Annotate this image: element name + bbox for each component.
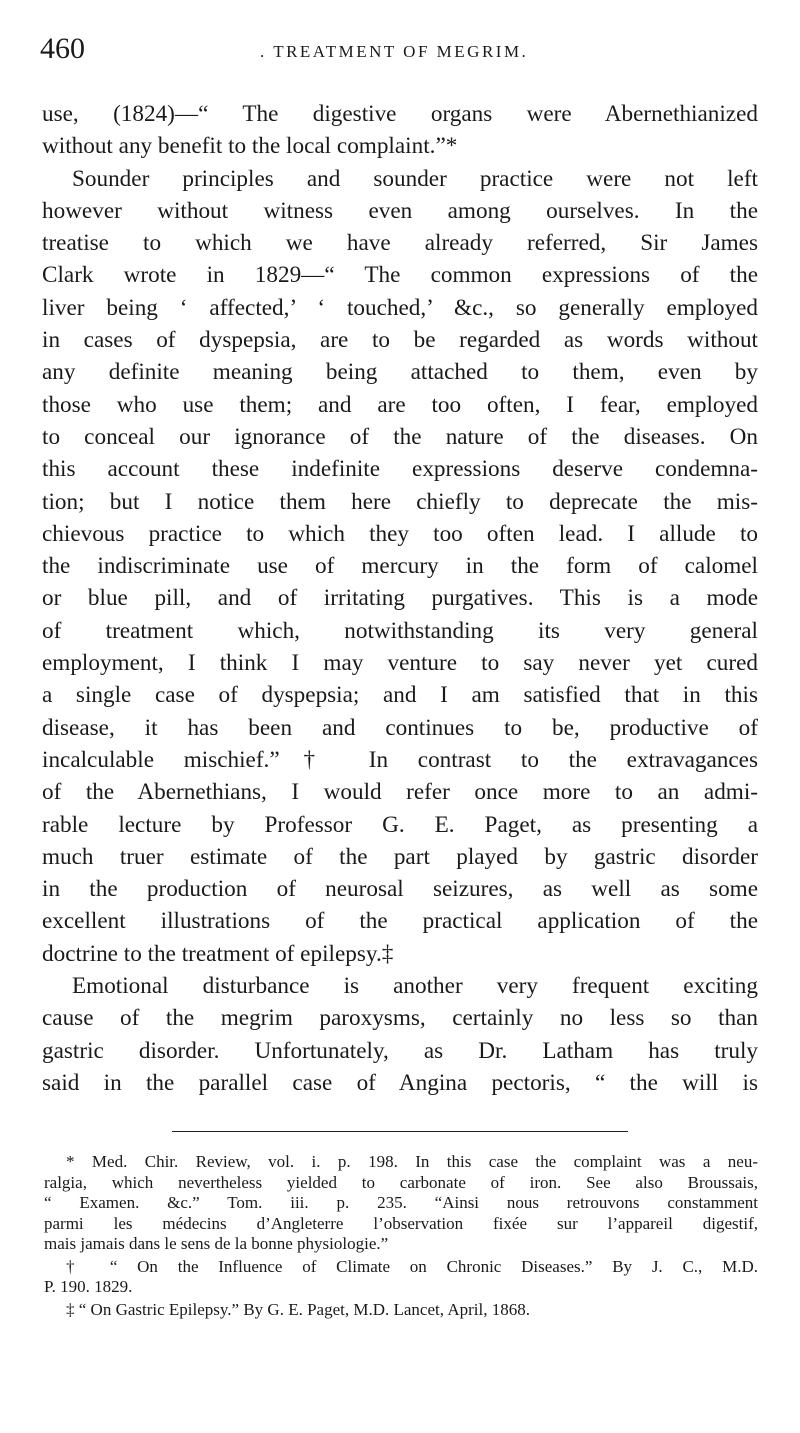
- body-line: of treatment which, notwithstanding its very general: [42, 617, 758, 644]
- footnote-line: “ Examen. &c.” Tom. iii. p. 235. “Ainsi nous retrouvons constamment: [44, 1193, 758, 1212]
- body-line: any definite meaning being attached to them, even by: [42, 359, 758, 386]
- body-line: or blue pill, and of irritating purgatives. This is a mode: [42, 585, 758, 612]
- body-line: incalculable mischief.”† In contrast to the extravagances: [42, 746, 758, 773]
- body-line: excellent illustrations of the practical application of the: [42, 908, 758, 935]
- body-line: those who use them; and are too often, I fear, employed: [42, 391, 758, 418]
- body-line: a single case of dyspepsia; and I am satisfied that in this: [42, 682, 758, 709]
- body-line: Sounder principles and sounder practice were not left: [72, 165, 758, 192]
- body-line: disease, it has been and continues to be, productive of: [42, 714, 758, 741]
- footnote-line: † “ On the Influence of Climate on Chronic Diseases.” By J. C., M.D.: [66, 1256, 758, 1276]
- footnote-line: mais jamais dans le sens de la bonne physiologie.”: [44, 1234, 389, 1253]
- page-header: [40, 30, 760, 80]
- body-line: gastric disorder. Unfortunately, as Dr. Latham has truly: [42, 1037, 758, 1064]
- body-line: said in the parallel case of Angina pectoris, “ the will is: [42, 1069, 758, 1096]
- running-title: . TREATMENT OF MEGRIM.: [260, 42, 529, 61]
- footnote-line: ‡ “ On Gastric Epilepsy.” By G. E. Paget, M.D. Lancet, April, 1868.: [66, 1299, 530, 1319]
- body-line: Clark wrote in 1829—“ The common expressions of the: [42, 262, 758, 289]
- body-line: cause of the megrim paroxysms, certainly no less so than: [42, 1005, 758, 1032]
- body-line: rable lecture by Professor G. E. Paget, as presenting a: [42, 811, 758, 838]
- footnote-line: * Med. Chir. Review, vol. i. p. 198. In this case the complaint was a neu-: [66, 1152, 758, 1171]
- body-line: use, (1824)—“ The digestive organs were Abernethianized: [42, 101, 758, 127]
- body-line: much truer estimate of the part played by gastric disorder: [42, 843, 758, 870]
- body-line: chievous practice to which they too often lead. I allude to: [42, 520, 758, 547]
- footnote-line: parmi les médecins d’Angleterre l’observation fixée sur l’appareil digestif,: [44, 1213, 758, 1233]
- footnote-line: P. 190. 1829.: [44, 1277, 133, 1296]
- body-line: doctrine to the treatment of epilepsy.‡: [42, 940, 394, 967]
- page-number: 460: [40, 32, 85, 65]
- footnote-line: ralgia, which nevertheless yielded to carbonate of iron. See also Broussais,: [44, 1172, 758, 1192]
- body-line: in cases of dyspepsia, are to be regarded as words without: [42, 327, 758, 354]
- footnote-divider: [172, 1131, 628, 1132]
- body-line: however without witness even among ourselves. In the: [42, 197, 758, 224]
- body-line: tion; but I notice them here chiefly to deprecate the mis-: [42, 488, 758, 515]
- body-line: liver being ‘ affected,’ ‘ touched,’ &c., so generally employed: [42, 294, 758, 321]
- body-line: treatise to which we have already referred, Sir James: [42, 230, 758, 257]
- body-text: [42, 98, 758, 1099]
- body-line: without any benefit to the local complaint.”*: [42, 133, 458, 160]
- body-line: in the production of neurosal seizures, as well as some: [42, 876, 758, 903]
- body-line: of the Abernethians, I would refer once more to an admi-: [42, 779, 758, 806]
- body-line: this account these indefinite expressions deserve condemna-: [42, 456, 758, 483]
- body-line: the indiscriminate use of mercury in the form of calomel: [42, 553, 758, 580]
- body-line: employment, I think I may venture to say never yet cured: [42, 650, 758, 677]
- body-line: Emotional disturbance is another very frequent exciting: [72, 973, 758, 1000]
- body-line: to conceal our ignorance of the nature of the diseases. On: [42, 423, 758, 450]
- footnotes: [44, 1152, 758, 1320]
